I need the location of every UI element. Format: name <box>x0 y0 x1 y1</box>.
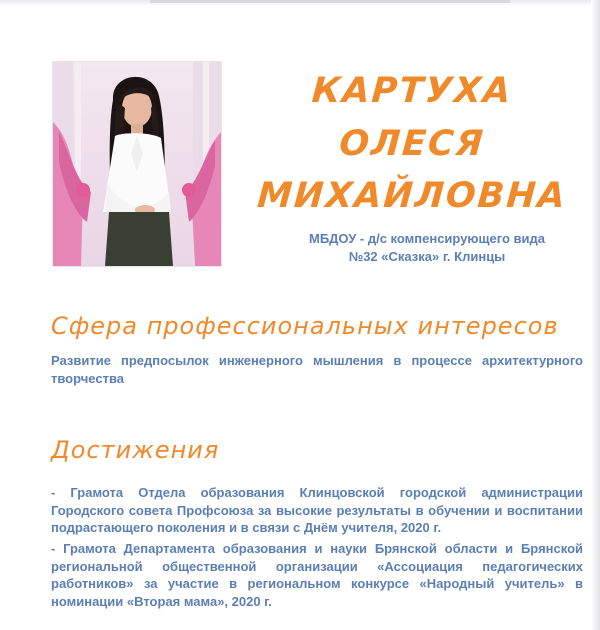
portrait-photo <box>52 61 222 267</box>
right-edge-shadow <box>591 0 600 630</box>
organization-line-1: МБДОУ - д/с компенсирующего вида <box>308 231 545 246</box>
achievements-heading: Достижения <box>51 436 220 464</box>
surname: КАРТУХА <box>310 71 514 111</box>
patronymic: МИХАЙЛОВНА <box>255 176 569 216</box>
organization-line-2: №32 «Сказка» г. Клинцы <box>348 249 506 264</box>
first-name: ОЛЕСЯ <box>337 124 487 164</box>
interests-text: Развитие предпосылок инженерного мышления в процессе архитектурного творчества <box>51 353 583 386</box>
achievement-item: - Грамота Отдела образования Клинцовской городской администрации Городского совета Профсоюза за высокие результаты в обучении и воспитании подрастающего поколения и в связи с Днём учителя, 2020 г. <box>51 485 583 535</box>
interests-heading: Сфера профессиональных интересов <box>51 312 559 340</box>
top-strip <box>150 0 510 3</box>
achievement-item: - Грамота Департамента образования и науки Брянской области и Брянской региональной общественной организации «Ассоциация педагогических работников» за участие в региональном конкурсе «Народный учитель» в номинации «Вторая мама», 2020 г. <box>51 541 583 609</box>
